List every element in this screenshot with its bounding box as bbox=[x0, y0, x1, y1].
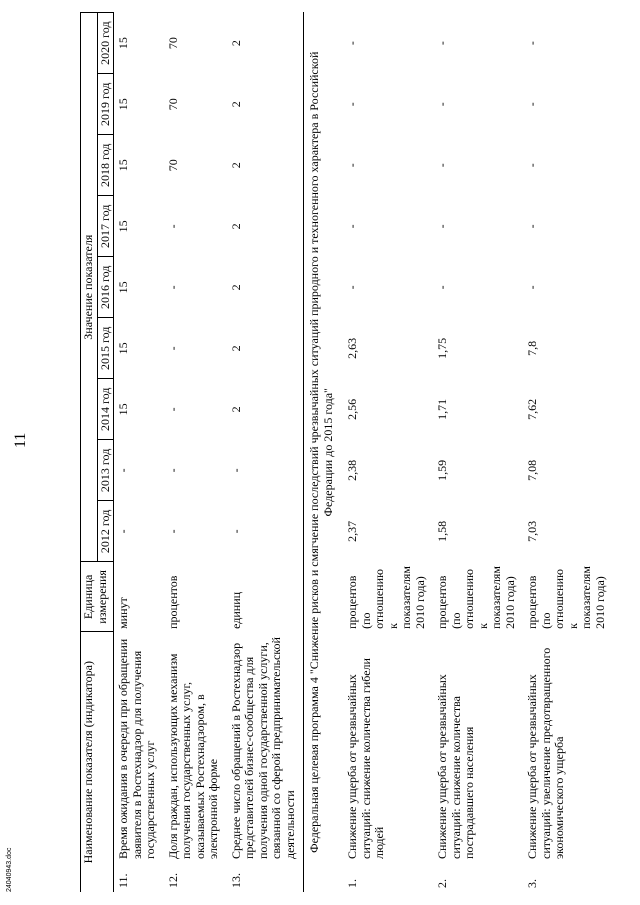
value-cell: - bbox=[165, 529, 180, 534]
value-cell: - bbox=[435, 102, 449, 107]
unit-cell: процентов (по отношению к показателям 2010 года) bbox=[345, 566, 427, 629]
table-row bbox=[227, 13, 304, 893]
value-cell: - bbox=[525, 41, 539, 46]
value-cell: - bbox=[345, 285, 359, 290]
row-number: 3. bbox=[525, 879, 539, 888]
value-cell: - bbox=[525, 163, 539, 168]
table-row bbox=[433, 13, 523, 893]
value-cell: - bbox=[165, 468, 180, 473]
value-cell: 70 bbox=[165, 159, 180, 172]
value-cell: 70 bbox=[165, 37, 180, 50]
value-cell: 2 bbox=[228, 40, 243, 47]
value-cell: 2 bbox=[228, 284, 243, 291]
value-cell: 7,62 bbox=[525, 398, 539, 420]
value-cell: 2 bbox=[228, 406, 243, 413]
value-cell: - bbox=[116, 529, 130, 534]
table-row bbox=[114, 13, 164, 893]
table-body-part-a bbox=[114, 13, 304, 893]
unit-cell: процентов (по отношению к показателям 2010 года) bbox=[525, 566, 607, 629]
value-cell: 2,38 bbox=[345, 459, 359, 481]
header-year: 2020 год bbox=[97, 13, 114, 74]
header-name-column: Наименование показателя (индикатора) bbox=[81, 632, 114, 892]
header-year: 2018 год bbox=[97, 135, 114, 196]
value-cell: 15 bbox=[116, 220, 130, 233]
indicator-table bbox=[80, 12, 613, 892]
value-cell: - bbox=[228, 529, 243, 534]
value-cell: 1,75 bbox=[435, 337, 449, 359]
table-row bbox=[164, 13, 227, 893]
row-number: 2. bbox=[435, 879, 449, 888]
value-cell: - bbox=[345, 102, 359, 107]
header-year: 2015 год bbox=[97, 318, 114, 379]
page-number: 11 bbox=[12, 432, 29, 448]
value-cell: 15 bbox=[116, 159, 130, 172]
value-cell: 2,37 bbox=[345, 520, 359, 542]
value-cell: - bbox=[525, 102, 539, 107]
value-cell: 2 bbox=[228, 162, 243, 169]
value-cell: 2 bbox=[228, 101, 243, 108]
value-cell: - bbox=[165, 346, 180, 351]
header-year: 2019 год bbox=[97, 74, 114, 135]
header-values-group: Значение показателя bbox=[81, 13, 98, 562]
header-unit-column: Единица измерения bbox=[81, 562, 114, 632]
value-cell: 15 bbox=[116, 342, 130, 355]
value-cell: - bbox=[435, 41, 449, 46]
unit-cell: минут bbox=[116, 597, 130, 629]
rotated-page-content bbox=[80, 12, 607, 892]
document-stamp: 24040943.doc bbox=[6, 847, 13, 892]
value-cell: - bbox=[525, 285, 539, 290]
value-cell: - bbox=[228, 468, 243, 473]
value-cell: 15 bbox=[116, 281, 130, 294]
value-cell: 15 bbox=[116, 403, 130, 416]
value-cell: - bbox=[345, 224, 359, 229]
indicator-name: Снижение ущерба от чрезвычайных ситуаций: снижение количества пострадавшего населения bbox=[435, 674, 476, 859]
value-cell: 70 bbox=[165, 98, 180, 111]
value-cell: 15 bbox=[116, 37, 130, 50]
unit-cell: процентов bbox=[165, 575, 180, 629]
indicator-name: Время ожидания в очереди при обращении заявителя в Ростехнадзор для получения государственных услуг bbox=[116, 638, 157, 859]
value-cell: - bbox=[525, 224, 539, 229]
indicator-name: Снижение ущерба от чрезвычайных ситуаций: увеличение предотвращенного экономического ущерба bbox=[525, 647, 566, 859]
row-number: 12. bbox=[165, 873, 180, 888]
program-title-row bbox=[304, 13, 344, 893]
row-number: 1. bbox=[345, 879, 359, 888]
table-row bbox=[343, 13, 433, 893]
value-cell: 1,71 bbox=[435, 398, 449, 420]
header-year: 2014 год bbox=[97, 379, 114, 440]
value-cell: 2 bbox=[228, 345, 243, 352]
value-cell: 7,8 bbox=[525, 340, 539, 356]
header-year: 2017 год bbox=[97, 196, 114, 257]
value-cell: - bbox=[165, 285, 180, 290]
value-cell: 2,56 bbox=[345, 398, 359, 420]
indicator-name: Доля граждан, использующих механизм получения государственных услуг, оказываемых Ростехнадзором, в электронной форме bbox=[165, 653, 220, 859]
value-cell: 2 bbox=[228, 223, 243, 230]
table-row bbox=[523, 13, 613, 893]
value-cell: 7,03 bbox=[525, 520, 539, 542]
value-cell: - bbox=[345, 163, 359, 168]
row-number: 13. bbox=[228, 873, 243, 888]
value-cell: - bbox=[345, 41, 359, 46]
value-cell: 15 bbox=[116, 98, 130, 111]
indicator-name: Снижение ущерба от чрезвычайных ситуаций: снижение количества гибели людей bbox=[345, 658, 386, 859]
header-year: 2016 год bbox=[97, 257, 114, 318]
table-body-part-b bbox=[343, 13, 613, 893]
header-year: 2012 год bbox=[97, 501, 114, 562]
program-title: Федеральная целевая программа 4 "Снижение рисков и смягчение последствий чрезвычайных ситуаций природного и техногенного характера в Российской Федерации до 2015 года" bbox=[307, 51, 335, 853]
value-cell: 7,08 bbox=[525, 459, 539, 481]
value-cell: - bbox=[435, 163, 449, 168]
unit-cell: единиц bbox=[228, 591, 243, 629]
value-cell: - bbox=[165, 224, 180, 229]
value-cell: 2,63 bbox=[345, 337, 359, 359]
value-cell: - bbox=[435, 285, 449, 290]
indicator-name: Среднее число обращений в Ростехнадзор представителей бизнес-сообщества для получения одной государственной услуги, связанной со сферой предпринимательской деятельности bbox=[228, 637, 297, 859]
header-year: 2013 год bbox=[97, 440, 114, 501]
value-cell: - bbox=[435, 224, 449, 229]
value-cell: - bbox=[165, 407, 180, 412]
value-cell: 1,58 bbox=[435, 520, 449, 542]
unit-cell: процентов (по отношению к показателям 2010 года) bbox=[435, 566, 517, 629]
value-cell: 1,59 bbox=[435, 459, 449, 481]
table-header bbox=[81, 13, 114, 893]
value-cell: - bbox=[116, 468, 130, 473]
row-number: 11. bbox=[116, 873, 130, 888]
